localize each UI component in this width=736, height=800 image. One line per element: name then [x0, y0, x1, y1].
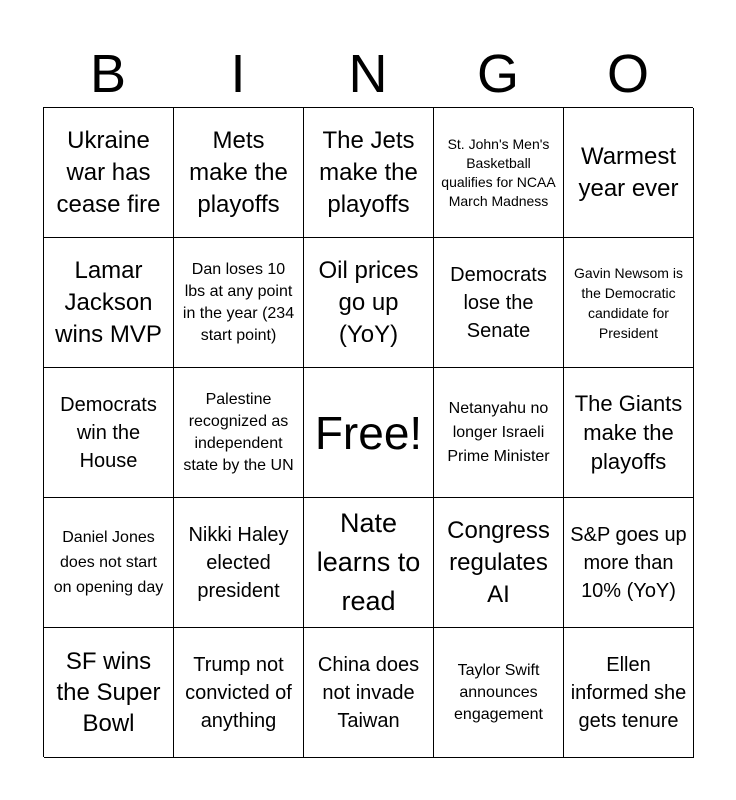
cell-text: Warmest year ever: [578, 142, 679, 202]
bingo-cell-r5c2[interactable]: [174, 628, 304, 758]
cell-text: SF wins the Super Bowl: [56, 648, 161, 737]
bingo-cell-r4c3[interactable]: [304, 498, 434, 628]
bingo-cell-r1c1[interactable]: [44, 108, 174, 238]
cell-text: Nate learns to read: [316, 508, 421, 616]
bingo-cell-r2c4[interactable]: [434, 238, 564, 368]
cell-text: Ukraine war has cease fire: [56, 126, 161, 218]
cell-text: Netanyahu no longer Israeli Prime Minister: [447, 399, 550, 465]
bingo-cell-r4c1[interactable]: [44, 498, 174, 628]
bingo-cell-r5c5[interactable]: [564, 628, 694, 758]
header-letter-g: G: [476, 44, 519, 104]
cell-text: Gavin Newsom is the Democratic candidate for President: [574, 264, 683, 341]
cell-text: Lamar Jackson wins MVP: [55, 256, 162, 348]
bingo-cell-r5c3[interactable]: [304, 628, 434, 758]
cell-text: The Jets make the playoffs: [319, 126, 418, 218]
cell-text: Democrats lose the Senate: [450, 263, 547, 342]
header-letter-o: O: [606, 44, 649, 104]
bingo-cell-r2c5[interactable]: [564, 238, 694, 368]
cell-text: Congress regulates AI: [447, 516, 550, 608]
bingo-cell-r3c1[interactable]: [44, 368, 174, 498]
cell-text: Ellen informed she gets tenure: [570, 653, 687, 732]
cell-text: Mets make the playoffs: [189, 126, 288, 218]
bingo-cell-r3c2[interactable]: [174, 368, 304, 498]
cell-text: Daniel Jones does not start on opening day: [53, 529, 164, 596]
bingo-cell-r1c2[interactable]: [174, 108, 304, 238]
bingo-cell-r4c5[interactable]: [564, 498, 694, 628]
cell-text: St. John's Men's Basketball qualifies for NCAA March Madness: [441, 135, 556, 209]
bingo-cell-r5c1[interactable]: [44, 628, 174, 758]
bingo-cell-r2c2[interactable]: [174, 238, 304, 368]
cell-text: Oil prices go up (YoY): [318, 256, 419, 348]
cell-text: Palestine recognized as independent state by the UN: [183, 390, 294, 474]
free-space: Free!: [314, 406, 423, 459]
header-letter-b: B: [89, 44, 127, 104]
bingo-cell-r4c4[interactable]: [434, 498, 564, 628]
cell-text: S&P goes up more than 10% (YoY): [570, 523, 687, 602]
bingo-cell-r3c4[interactable]: [434, 368, 564, 498]
header-letter-n: N: [348, 44, 388, 104]
bingo-cell-r1c3[interactable]: [304, 108, 434, 238]
cell-text: Nikki Haley elected president: [188, 523, 289, 602]
bingo-cell-r3c5[interactable]: [564, 368, 694, 498]
bingo-cell-r5c4[interactable]: [434, 628, 564, 758]
cell-text: China does not invade Taiwan: [317, 653, 420, 732]
bingo-board: [43, 107, 693, 757]
header-letter-i: I: [230, 44, 246, 104]
cell-text: The Giants make the playoffs: [574, 391, 683, 474]
bingo-cell-r4c2[interactable]: [174, 498, 304, 628]
bingo-cell-r1c4[interactable]: [434, 108, 564, 238]
cell-text: Trump not convicted of anything: [185, 653, 292, 732]
cell-text: Democrats win the House: [60, 393, 157, 472]
bingo-cell-r2c1[interactable]: [44, 238, 174, 368]
bingo-cell-r3c3[interactable]: [304, 368, 434, 498]
bingo-cell-r1c5[interactable]: [564, 108, 694, 238]
cell-text: Dan loses 10 lbs at any point in the year (234 start point): [182, 260, 295, 344]
bingo-header: [43, 40, 693, 108]
cell-text: Taylor Swift announces engagement: [454, 661, 543, 723]
bingo-cell-r2c3[interactable]: [304, 238, 434, 368]
